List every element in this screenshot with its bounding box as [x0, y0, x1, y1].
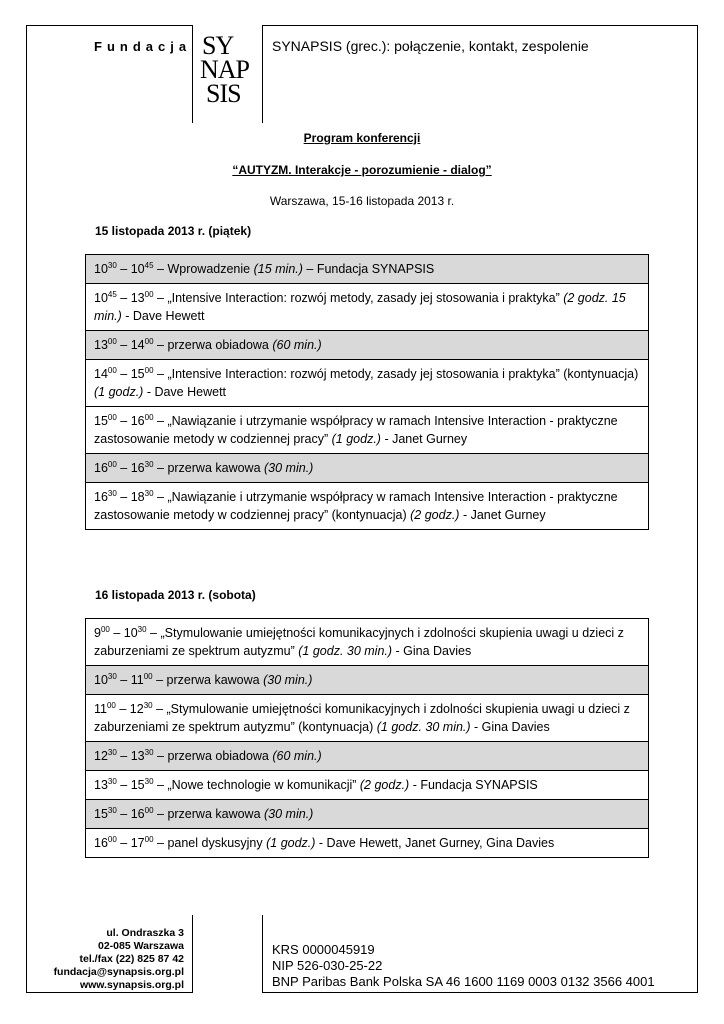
end-minute: 30	[144, 488, 154, 498]
start-hour: 11	[94, 702, 107, 716]
separator: –	[153, 778, 168, 792]
synapsis-logo	[200, 31, 260, 114]
start-hour: 16	[94, 461, 108, 475]
session-duration: (30 min.)	[264, 807, 314, 821]
end-hour: 16	[130, 807, 145, 821]
end-hour: 14	[130, 338, 145, 352]
session-duration: (1 godz. 30 min.)	[298, 644, 393, 658]
start-hour: 16	[94, 836, 108, 850]
schedule-cell: $14^{00} - 15^{00}$ – „Intensive Interaction: rozwój metody, zasady jej stosowania i praktyka” (kontynuacja) (1 godz.) - Dave Hewett	[86, 360, 649, 407]
schedule-cell: $15^{30} - 16^{00}$ – przerwa kawowa (30 min.)	[86, 800, 649, 829]
day1-schedule-table	[85, 254, 649, 530]
session-speaker: - Janet Gurney	[380, 432, 468, 446]
start-minute: 00	[107, 336, 117, 346]
separator: –	[152, 702, 167, 716]
start-hour: 16	[94, 490, 108, 504]
session-duration: (2 godz.)	[359, 778, 410, 792]
end-minute: 30	[144, 776, 154, 786]
start-minute: 30	[107, 805, 117, 815]
session-title: „Nawiązanie i utrzymanie współpracy w ramach Intensive Interaction - praktyczne zastosowanie metody w codziennej pracy” (kontynuacja)	[94, 490, 618, 522]
end-hour: 10	[130, 262, 145, 276]
end-minute: 00	[144, 834, 154, 844]
end-hour: 12	[129, 702, 144, 716]
start-minute: 30	[107, 671, 117, 681]
session-title: „Intensive Interaction: rozwój metody, zasady jej stosowania i praktyka”	[167, 291, 564, 305]
separator: –	[153, 367, 168, 381]
start-hour: 12	[94, 749, 108, 763]
conference-title: “AUTYZM. Interakcje - porozumienie - dialog”	[232, 163, 492, 177]
start-hour: 15	[94, 414, 108, 428]
end-minute: 00	[143, 671, 153, 681]
session-duration: (2 godz. 15 min.)	[94, 291, 626, 323]
session-duration: (60 min.)	[272, 749, 322, 763]
session-duration: (30 min.)	[264, 461, 314, 475]
break-row	[86, 742, 649, 771]
session-title: przerwa kawowa	[167, 807, 265, 821]
end-minute: 00	[144, 412, 154, 422]
end-hour: 18	[130, 490, 145, 504]
session-speaker: - Dave Hewett	[143, 385, 227, 399]
address-website: www.synapsis.org.pl	[79, 979, 184, 991]
session-speaker: – Fundacja SYNAPSIS	[302, 262, 435, 276]
session-duration: (15 min.)	[253, 262, 303, 276]
session-title: „Intensive Interaction: rozwój metody, zasady jej stosowania i praktyka” (kontynuacja)	[167, 367, 639, 381]
session-title: „Nawiązanie i utrzymanie współpracy w ramach Intensive Interaction - praktyczne zastosowanie metody w codziennej pracy”	[94, 414, 618, 446]
session-speaker: - Fundacja SYNAPSIS	[409, 778, 538, 792]
end-minute: 00	[144, 336, 154, 346]
start-hour: 13	[94, 338, 108, 352]
logo-line-2: NAP	[200, 55, 250, 84]
address-email: fundacja@synapsis.org.pl	[53, 966, 184, 978]
bank-account: BNP Paribas Bank Polska SA 46 1600 1169 0003 0132 3566 4001	[272, 974, 655, 989]
address-street: ul. Ondraszka 3	[106, 927, 184, 939]
session-row	[86, 360, 649, 407]
session-duration: (1 godz. 30 min.)	[376, 720, 471, 734]
start-minute: 45	[107, 289, 117, 299]
end-hour: 16	[130, 461, 145, 475]
end-minute: 00	[144, 289, 154, 299]
separator: –	[153, 807, 168, 821]
schedule-cell: $13^{00} - 14^{00}$ – przerwa obiadowa (60 min.)	[86, 331, 649, 360]
start-minute: 30	[107, 260, 117, 270]
session-title: „Stymulowanie umiejętności komunikacyjnych i zdolności skupienia uwagi u dzieci z zaburzeniami ze spektrum autyzmu” (kontynuacja)	[94, 702, 630, 734]
session-duration: (1 godz.)	[331, 432, 381, 446]
break-row	[86, 666, 649, 695]
end-hour: 15	[130, 778, 145, 792]
schedule-cell: $12^{30} - 13^{30}$ – przerwa obiadowa (60 min.)	[86, 742, 649, 771]
day1-label: 15 listopada 2013 r. (piątek)	[95, 224, 252, 238]
session-speaker: - Gina Davies	[470, 720, 550, 734]
start-minute: 00	[107, 412, 117, 422]
start-hour: 10	[94, 291, 108, 305]
end-minute: 45	[144, 260, 154, 270]
session-row	[86, 829, 649, 858]
start-minute: 30	[107, 747, 117, 757]
start-hour: 10	[94, 262, 108, 276]
start-minute: 00	[100, 624, 110, 634]
end-minute: 00	[144, 805, 154, 815]
start-minute: 00	[106, 700, 116, 710]
address-block	[30, 927, 184, 992]
session-speaker: - Dave Hewett, Janet Gurney, Gina Davies	[315, 836, 555, 850]
schedule-cell: $10^{30} - 11^{00}$ – przerwa kawowa (30 min.)	[86, 666, 649, 695]
end-minute: 30	[144, 459, 154, 469]
logo-line-1: SY	[202, 31, 234, 60]
end-hour: 17	[130, 836, 145, 850]
program-title: Program konferencji	[303, 131, 421, 145]
separator: –	[153, 836, 168, 850]
start-hour: 10	[94, 673, 108, 687]
day2-label: 16 listopada 2013 r. (sobota)	[95, 588, 256, 602]
session-row	[86, 695, 649, 742]
end-hour: 11	[130, 673, 144, 687]
separator: –	[153, 338, 168, 352]
start-hour: 9	[94, 626, 101, 640]
schedule-cell: $16^{00} - 17^{00}$ – panel dyskusyjny (1 godz.) - Dave Hewett, Janet Gurney, Gina Davies	[86, 829, 649, 858]
session-title: przerwa kawowa	[167, 461, 265, 475]
session-duration: (1 godz.)	[94, 385, 144, 399]
schedule-cell: $15^{00} - 16^{00}$ – „Nawiązanie i utrzymanie współpracy w ramach Intensive Interaction - praktyczne zastosowanie metody w codziennej pracy” (1 godz.) - Janet Gurney	[86, 407, 649, 454]
schedule-cell: $10^{45} - 13^{00}$ – „Intensive Interaction: rozwój metody, zasady jej stosowania i praktyka” (2 godz. 15 min.) - Dave Hewett	[86, 284, 649, 331]
start-minute: 30	[107, 488, 117, 498]
session-title: przerwa kawowa	[166, 673, 264, 687]
session-speaker: - Gina Davies	[392, 644, 472, 658]
conference-date: Warszawa, 15-16 listopada 2013 r.	[269, 194, 455, 208]
schedule-cell: $11^{00} - 12^{30}$ – „Stymulowanie umiejętności komunikacyjnych i zdolności skupienia uwagi u dzieci z zaburzeniami ze spektrum autyzmu” (kontynuacja) (1 godz. 30 min.) - Gina Davies	[86, 695, 649, 742]
separator: –	[153, 262, 168, 276]
end-minute: 30	[143, 700, 153, 710]
nip-number: NIP 526-030-25-22	[272, 958, 383, 973]
schedule-cell: $9^{00} - 10^{30}$ – „Stymulowanie umiejętności komunikacyjnych i zdolności skupienia uwagi u dzieci z zaburzeniami ze spektrum autyzmu” (1 godz. 30 min.) - Gina Davies	[86, 619, 649, 666]
end-minute: 00	[144, 365, 154, 375]
page-border-left	[26, 123, 27, 993]
page-border-right	[697, 123, 698, 993]
separator: –	[153, 749, 168, 763]
separator: –	[153, 490, 168, 504]
session-speaker: - Janet Gurney	[459, 508, 546, 522]
registry-block	[272, 942, 655, 990]
session-duration: (30 min.)	[263, 673, 313, 687]
session-title: panel dyskusyjny	[167, 836, 267, 850]
end-hour: 10	[123, 626, 138, 640]
start-minute: 30	[107, 776, 117, 786]
session-title: przerwa obiadowa	[167, 338, 273, 352]
tagline: SYNAPSIS (grec.): połączenie, kontakt, zespolenie	[272, 38, 589, 54]
start-hour: 13	[94, 778, 108, 792]
separator: –	[146, 626, 161, 640]
end-hour: 13	[130, 291, 145, 305]
session-duration: (2 godz.)	[410, 508, 460, 522]
schedule-cell: $13^{30} - 15^{30}$ – „Nowe technologie w komunikacji” (2 godz.) - Fundacja SYNAPSIS	[86, 771, 649, 800]
start-minute: 00	[107, 365, 117, 375]
session-row	[86, 407, 649, 454]
session-speaker: - Dave Hewett	[121, 309, 205, 323]
session-row	[86, 619, 649, 666]
foundation-label: Fundacja	[94, 39, 192, 54]
session-duration: (60 min.)	[272, 338, 322, 352]
separator: –	[153, 414, 168, 428]
session-row	[86, 483, 649, 530]
break-row	[86, 454, 649, 483]
end-minute: 30	[137, 624, 147, 634]
start-minute: 00	[107, 459, 117, 469]
end-hour: 13	[130, 749, 145, 763]
day2-schedule-table	[85, 618, 649, 858]
schedule-cell: $16^{00} - 16^{30}$ – przerwa kawowa (30 min.)	[86, 454, 649, 483]
start-hour: 14	[94, 367, 108, 381]
break-row	[86, 331, 649, 360]
end-hour: 16	[130, 414, 145, 428]
krs-number: KRS 0000045919	[272, 942, 375, 957]
session-row	[86, 771, 649, 800]
session-title: „Stymulowanie umiejętności komunikacyjnych i zdolności skupienia uwagi u dzieci z zaburzeniami ze spektrum autyzmu”	[94, 626, 624, 658]
address-city: 02-085 Warszawa	[98, 940, 184, 952]
schedule-cell: $10^{30} - 10^{45}$ – Wprowadzenie (15 min.) – Fundacja SYNAPSIS	[86, 255, 649, 284]
break-row	[86, 255, 649, 284]
schedule-cell: $16^{30} - 18^{30}$ – „Nawiązanie i utrzymanie współpracy w ramach Intensive Interaction - praktyczne zastosowanie metody w codziennej pracy” (kontynuacja) (2 godz.) - Janet Gurney	[86, 483, 649, 530]
break-row	[86, 800, 649, 829]
start-minute: 00	[107, 834, 117, 844]
session-title: Wprowadzenie	[167, 262, 254, 276]
session-row	[86, 284, 649, 331]
logo-line-3: SIS	[206, 79, 241, 108]
session-title: „Nowe technologie w komunikacji”	[167, 778, 360, 792]
session-title: przerwa obiadowa	[167, 749, 273, 763]
end-minute: 30	[144, 747, 154, 757]
session-duration: (1 godz.)	[266, 836, 316, 850]
separator: –	[153, 461, 168, 475]
separator: –	[153, 291, 168, 305]
separator: –	[152, 673, 167, 687]
address-phone: tel./fax (22) 825 87 42	[79, 953, 184, 965]
start-hour: 15	[94, 807, 108, 821]
end-hour: 15	[130, 367, 145, 381]
